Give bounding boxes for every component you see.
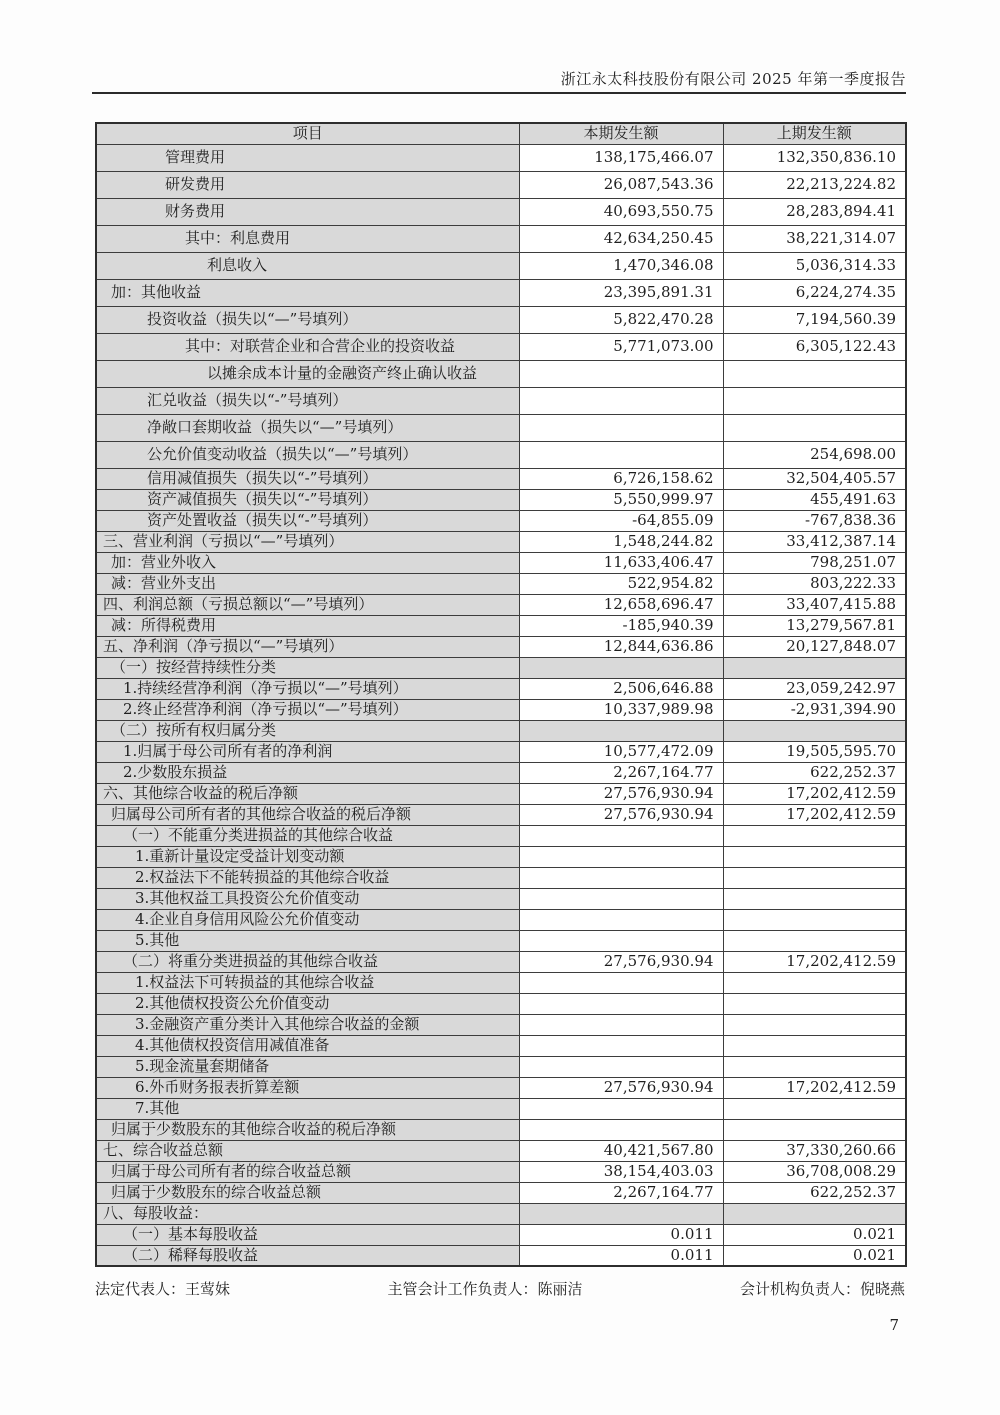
prior-period-amount-cell: 17,202,412.59 xyxy=(723,951,906,972)
current-period-amount-cell: 1,470,346.08 xyxy=(519,252,723,279)
table-row xyxy=(96,615,906,636)
item-label-cell: 研发费用 xyxy=(96,171,519,198)
current-period-amount-cell xyxy=(519,414,723,441)
item-label-cell: 减：营业外支出 xyxy=(96,573,519,594)
table-row xyxy=(96,1224,906,1245)
header-divider-line xyxy=(92,92,906,94)
prior-period-amount-cell xyxy=(723,414,906,441)
prior-period-amount-cell: 32,504,405.57 xyxy=(723,468,906,489)
current-period-amount-cell xyxy=(519,825,723,846)
current-period-amount-cell: 2,506,646.88 xyxy=(519,678,723,699)
prior-period-amount-cell: 803,222.33 xyxy=(723,573,906,594)
table-row xyxy=(96,867,906,888)
table-row xyxy=(96,1203,906,1224)
item-label-cell: 加：其他收益 xyxy=(96,279,519,306)
item-label-cell: 3.其他权益工具投资公允价值变动 xyxy=(96,888,519,909)
prior-period-amount-cell: -2,931,394.90 xyxy=(723,699,906,720)
table-row xyxy=(96,720,906,741)
current-period-amount-cell xyxy=(519,387,723,414)
prior-period-amount-cell: 6,224,274.35 xyxy=(723,279,906,306)
table-row xyxy=(96,1014,906,1035)
item-label-cell: （二）将重分类进损益的其他综合收益 xyxy=(96,951,519,972)
current-period-amount-cell xyxy=(519,930,723,951)
current-period-amount-cell: 6,726,158.62 xyxy=(519,468,723,489)
item-label-cell: 4.企业自身信用风险公允价值变动 xyxy=(96,909,519,930)
item-label-cell: 财务费用 xyxy=(96,198,519,225)
table-row xyxy=(96,1119,906,1140)
table-row xyxy=(96,888,906,909)
current-period-amount-cell: 1,548,244.82 xyxy=(519,531,723,552)
current-period-amount-cell xyxy=(519,720,723,741)
item-label-cell: 减：所得税费用 xyxy=(96,615,519,636)
prior-period-amount-cell xyxy=(723,1056,906,1077)
current-period-amount-cell: 26,087,543.36 xyxy=(519,171,723,198)
current-period-amount-cell: 2,267,164.77 xyxy=(519,1182,723,1203)
item-label-cell: 4.其他债权投资信用减值准备 xyxy=(96,1035,519,1056)
table-row xyxy=(96,468,906,489)
legal-representative: 法定代表人：王莺妹 xyxy=(95,1280,231,1298)
current-period-amount-cell: -64,855.09 xyxy=(519,510,723,531)
current-period-amount-cell: 12,844,636.86 xyxy=(519,636,723,657)
current-period-amount-cell xyxy=(519,993,723,1014)
table-row xyxy=(96,306,906,333)
item-label-cell: 2.权益法下不能转损益的其他综合收益 xyxy=(96,867,519,888)
current-period-amount-cell: 40,693,550.75 xyxy=(519,198,723,225)
prior-period-amount-cell: 13,279,567.81 xyxy=(723,615,906,636)
prior-period-amount-cell: 17,202,412.59 xyxy=(723,804,906,825)
prior-period-amount-cell: 6,305,122.43 xyxy=(723,333,906,360)
prior-period-amount-cell xyxy=(723,1119,906,1140)
current-period-amount-cell xyxy=(519,1056,723,1077)
item-label-cell: 以摊余成本计量的金融资产终止确认收益 xyxy=(96,360,519,387)
item-label-cell: 汇兑收益（损失以“-”号填列） xyxy=(96,387,519,414)
item-label-cell: 四、利润总额（亏损总额以“—”号填列） xyxy=(96,594,519,615)
table-row xyxy=(96,531,906,552)
table-row xyxy=(96,573,906,594)
item-label-cell: 7.其他 xyxy=(96,1098,519,1119)
current-period-amount-cell: 0.011 xyxy=(519,1224,723,1245)
table-row xyxy=(96,678,906,699)
table-row xyxy=(96,198,906,225)
current-period-amount-cell: 11,633,406.47 xyxy=(519,552,723,573)
current-period-amount-cell: -185,940.39 xyxy=(519,615,723,636)
item-label-cell: 5.其他 xyxy=(96,930,519,951)
current-period-amount-cell xyxy=(519,360,723,387)
table-row xyxy=(96,1077,906,1098)
table-row xyxy=(96,360,906,387)
prior-period-amount-cell xyxy=(723,1014,906,1035)
prior-period-amount-cell xyxy=(723,846,906,867)
table-row xyxy=(96,414,906,441)
prior-period-amount-cell: 22,213,224.82 xyxy=(723,171,906,198)
prior-period-amount-cell: 455,491.63 xyxy=(723,489,906,510)
item-label-cell: （二）按所有权归属分类 xyxy=(96,720,519,741)
table-row xyxy=(96,552,906,573)
current-period-amount-cell xyxy=(519,1119,723,1140)
current-period-amount-cell: 5,771,073.00 xyxy=(519,333,723,360)
current-period-amount-cell: 27,576,930.94 xyxy=(519,804,723,825)
table-row xyxy=(96,909,906,930)
page-number: 7 xyxy=(889,1316,899,1334)
chief-accounting-officer: 主管会计工作负责人：陈丽洁 xyxy=(387,1280,583,1298)
prior-period-amount-cell: 37,330,260.66 xyxy=(723,1140,906,1161)
prior-period-amount-cell xyxy=(723,867,906,888)
prior-period-amount-cell: 17,202,412.59 xyxy=(723,783,906,804)
prior-period-amount-cell xyxy=(723,993,906,1014)
current-period-amount-cell: 23,395,891.31 xyxy=(519,279,723,306)
item-label-cell: 资产处置收益（损失以“-”号填列） xyxy=(96,510,519,531)
item-label-cell: （二）稀释每股收益 xyxy=(96,1245,519,1266)
prior-period-amount-cell: 33,407,415.88 xyxy=(723,594,906,615)
prior-period-amount-cell xyxy=(723,387,906,414)
table-row xyxy=(96,387,906,414)
prior-period-amount-cell: 0.021 xyxy=(723,1245,906,1266)
prior-period-amount-cell: 132,350,836.10 xyxy=(723,144,906,171)
current-period-amount-cell: 27,576,930.94 xyxy=(519,783,723,804)
current-period-amount-cell xyxy=(519,1014,723,1035)
table-body xyxy=(96,144,906,1266)
prior-period-amount-cell xyxy=(723,720,906,741)
prior-period-amount-cell: 23,059,242.97 xyxy=(723,678,906,699)
prior-period-amount-cell: 7,194,560.39 xyxy=(723,306,906,333)
current-period-amount-cell: 2,267,164.77 xyxy=(519,762,723,783)
item-label-cell: 资产减值损失（损失以“-”号填列） xyxy=(96,489,519,510)
current-period-amount-cell: 38,154,403.03 xyxy=(519,1161,723,1182)
prior-period-amount-cell xyxy=(723,909,906,930)
prior-period-amount-cell: 36,708,008.29 xyxy=(723,1161,906,1182)
item-label-cell: 八、每股收益： xyxy=(96,1203,519,1224)
table-row xyxy=(96,972,906,993)
prior-period-amount-cell: 38,221,314.07 xyxy=(723,225,906,252)
prior-period-amount-cell: 622,252.37 xyxy=(723,1182,906,1203)
table-row xyxy=(96,951,906,972)
table-row xyxy=(96,333,906,360)
item-label-cell: 三、营业利润（亏损以“—”号填列） xyxy=(96,531,519,552)
table-row xyxy=(96,171,906,198)
column-header-prior-period: 上期发生额 xyxy=(723,123,906,144)
prior-period-amount-cell xyxy=(723,1098,906,1119)
item-label-cell: （一）不能重分类进损益的其他综合收益 xyxy=(96,825,519,846)
item-label-cell: 6.外币财务报表折算差额 xyxy=(96,1077,519,1098)
table-row xyxy=(96,699,906,720)
table-row xyxy=(96,825,906,846)
current-period-amount-cell: 0.011 xyxy=(519,1245,723,1266)
table-row xyxy=(96,594,906,615)
item-label-cell: 归属于母公司所有者的综合收益总额 xyxy=(96,1161,519,1182)
item-label-cell: （一）按经营持续性分类 xyxy=(96,657,519,678)
current-period-amount-cell xyxy=(519,441,723,468)
table-row xyxy=(96,804,906,825)
table-row xyxy=(96,1245,906,1266)
prior-period-amount-cell: 20,127,848.07 xyxy=(723,636,906,657)
item-label-cell: 利息收入 xyxy=(96,252,519,279)
column-header-current-period: 本期发生额 xyxy=(519,123,723,144)
prior-period-amount-cell: 798,251.07 xyxy=(723,552,906,573)
current-period-amount-cell: 10,577,472.09 xyxy=(519,741,723,762)
prior-period-amount-cell: 19,505,595.70 xyxy=(723,741,906,762)
item-label-cell: 信用减值损失（损失以“-”号填列） xyxy=(96,468,519,489)
item-label-cell: 2.少数股东损益 xyxy=(96,762,519,783)
table-row xyxy=(96,762,906,783)
item-label-cell: 5.现金流量套期储备 xyxy=(96,1056,519,1077)
current-period-amount-cell: 5,822,470.28 xyxy=(519,306,723,333)
item-label-cell: 其中：利息费用 xyxy=(96,225,519,252)
current-period-amount-cell: 27,576,930.94 xyxy=(519,951,723,972)
current-period-amount-cell xyxy=(519,1203,723,1224)
prior-period-amount-cell: 622,252.37 xyxy=(723,762,906,783)
prior-period-amount-cell xyxy=(723,888,906,909)
table-row xyxy=(96,441,906,468)
item-label-cell: 七、综合收益总额 xyxy=(96,1140,519,1161)
prior-period-amount-cell xyxy=(723,930,906,951)
item-label-cell: 其中：对联营企业和合营企业的投资收益 xyxy=(96,333,519,360)
current-period-amount-cell xyxy=(519,972,723,993)
table-row xyxy=(96,930,906,951)
item-label-cell: 2.终止经营净利润（净亏损以“—”号填列） xyxy=(96,699,519,720)
current-period-amount-cell: 40,421,567.80 xyxy=(519,1140,723,1161)
prior-period-amount-cell xyxy=(723,360,906,387)
prior-period-amount-cell: 0.021 xyxy=(723,1224,906,1245)
column-header-item: 项目 xyxy=(96,123,519,144)
item-label-cell: 1.持续经营净利润（净亏损以“—”号填列） xyxy=(96,678,519,699)
current-period-amount-cell xyxy=(519,888,723,909)
item-label-cell: 1.归属于母公司所有者的净利润 xyxy=(96,741,519,762)
table-header-row xyxy=(96,123,906,144)
current-period-amount-cell xyxy=(519,867,723,888)
table-row xyxy=(96,225,906,252)
table-row xyxy=(96,846,906,867)
current-period-amount-cell xyxy=(519,909,723,930)
prior-period-amount-cell xyxy=(723,1203,906,1224)
current-period-amount-cell xyxy=(519,1098,723,1119)
item-label-cell: 归属母公司所有者的其他综合收益的税后净额 xyxy=(96,804,519,825)
table-row xyxy=(96,657,906,678)
prior-period-amount-cell: 5,036,314.33 xyxy=(723,252,906,279)
signature-line xyxy=(95,1278,905,1299)
current-period-amount-cell: 27,576,930.94 xyxy=(519,1077,723,1098)
current-period-amount-cell: 10,337,989.98 xyxy=(519,699,723,720)
accounting-department-head: 会计机构负责人：倪晓燕 xyxy=(739,1280,905,1298)
item-label-cell: 1.重新计量设定受益计划变动额 xyxy=(96,846,519,867)
table-row xyxy=(96,1035,906,1056)
current-period-amount-cell xyxy=(519,657,723,678)
item-label-cell: 2.其他债权投资公允价值变动 xyxy=(96,993,519,1014)
table-row xyxy=(96,489,906,510)
item-label-cell: 六、其他综合收益的税后净额 xyxy=(96,783,519,804)
prior-period-amount-cell xyxy=(723,657,906,678)
table-row xyxy=(96,1140,906,1161)
prior-period-amount-cell xyxy=(723,972,906,993)
document-header-title: 浙江永太科技股份有限公司 2025 年第一季度报告 xyxy=(560,70,906,88)
prior-period-amount-cell: 17,202,412.59 xyxy=(723,1077,906,1098)
prior-period-amount-cell: 28,283,894.41 xyxy=(723,198,906,225)
item-label-cell: 管理费用 xyxy=(96,144,519,171)
current-period-amount-cell xyxy=(519,846,723,867)
current-period-amount-cell xyxy=(519,1035,723,1056)
item-label-cell: （一）基本每股收益 xyxy=(96,1224,519,1245)
current-period-amount-cell: 138,175,466.07 xyxy=(519,144,723,171)
item-label-cell: 归属于少数股东的综合收益总额 xyxy=(96,1182,519,1203)
income-statement-table xyxy=(95,122,907,1267)
current-period-amount-cell: 5,550,999.97 xyxy=(519,489,723,510)
table-row xyxy=(96,636,906,657)
table-row xyxy=(96,279,906,306)
table-row xyxy=(96,252,906,279)
item-label-cell: 净敞口套期收益（损失以“—”号填列） xyxy=(96,414,519,441)
prior-period-amount-cell: 33,412,387.14 xyxy=(723,531,906,552)
current-period-amount-cell: 12,658,696.47 xyxy=(519,594,723,615)
table-row xyxy=(96,1161,906,1182)
current-period-amount-cell: 42,634,250.45 xyxy=(519,225,723,252)
item-label-cell: 投资收益（损失以“—”号填列） xyxy=(96,306,519,333)
table-row xyxy=(96,1098,906,1119)
table-row xyxy=(96,993,906,1014)
table-row xyxy=(96,783,906,804)
item-label-cell: 加：营业外收入 xyxy=(96,552,519,573)
item-label-cell: 3.金融资产重分类计入其他综合收益的金额 xyxy=(96,1014,519,1035)
prior-period-amount-cell: 254,698.00 xyxy=(723,441,906,468)
item-label-cell: 归属于少数股东的其他综合收益的税后净额 xyxy=(96,1119,519,1140)
table-row xyxy=(96,144,906,171)
item-label-cell: 公允价值变动收益（损失以“—”号填列） xyxy=(96,441,519,468)
current-period-amount-cell: 522,954.82 xyxy=(519,573,723,594)
item-label-cell: 五、净利润（净亏损以“—”号填列） xyxy=(96,636,519,657)
prior-period-amount-cell: -767,838.36 xyxy=(723,510,906,531)
table-row xyxy=(96,510,906,531)
item-label-cell: 1.权益法下可转损益的其他综合收益 xyxy=(96,972,519,993)
table-row xyxy=(96,1182,906,1203)
table-row xyxy=(96,741,906,762)
prior-period-amount-cell xyxy=(723,1035,906,1056)
prior-period-amount-cell xyxy=(723,825,906,846)
table-row xyxy=(96,1056,906,1077)
